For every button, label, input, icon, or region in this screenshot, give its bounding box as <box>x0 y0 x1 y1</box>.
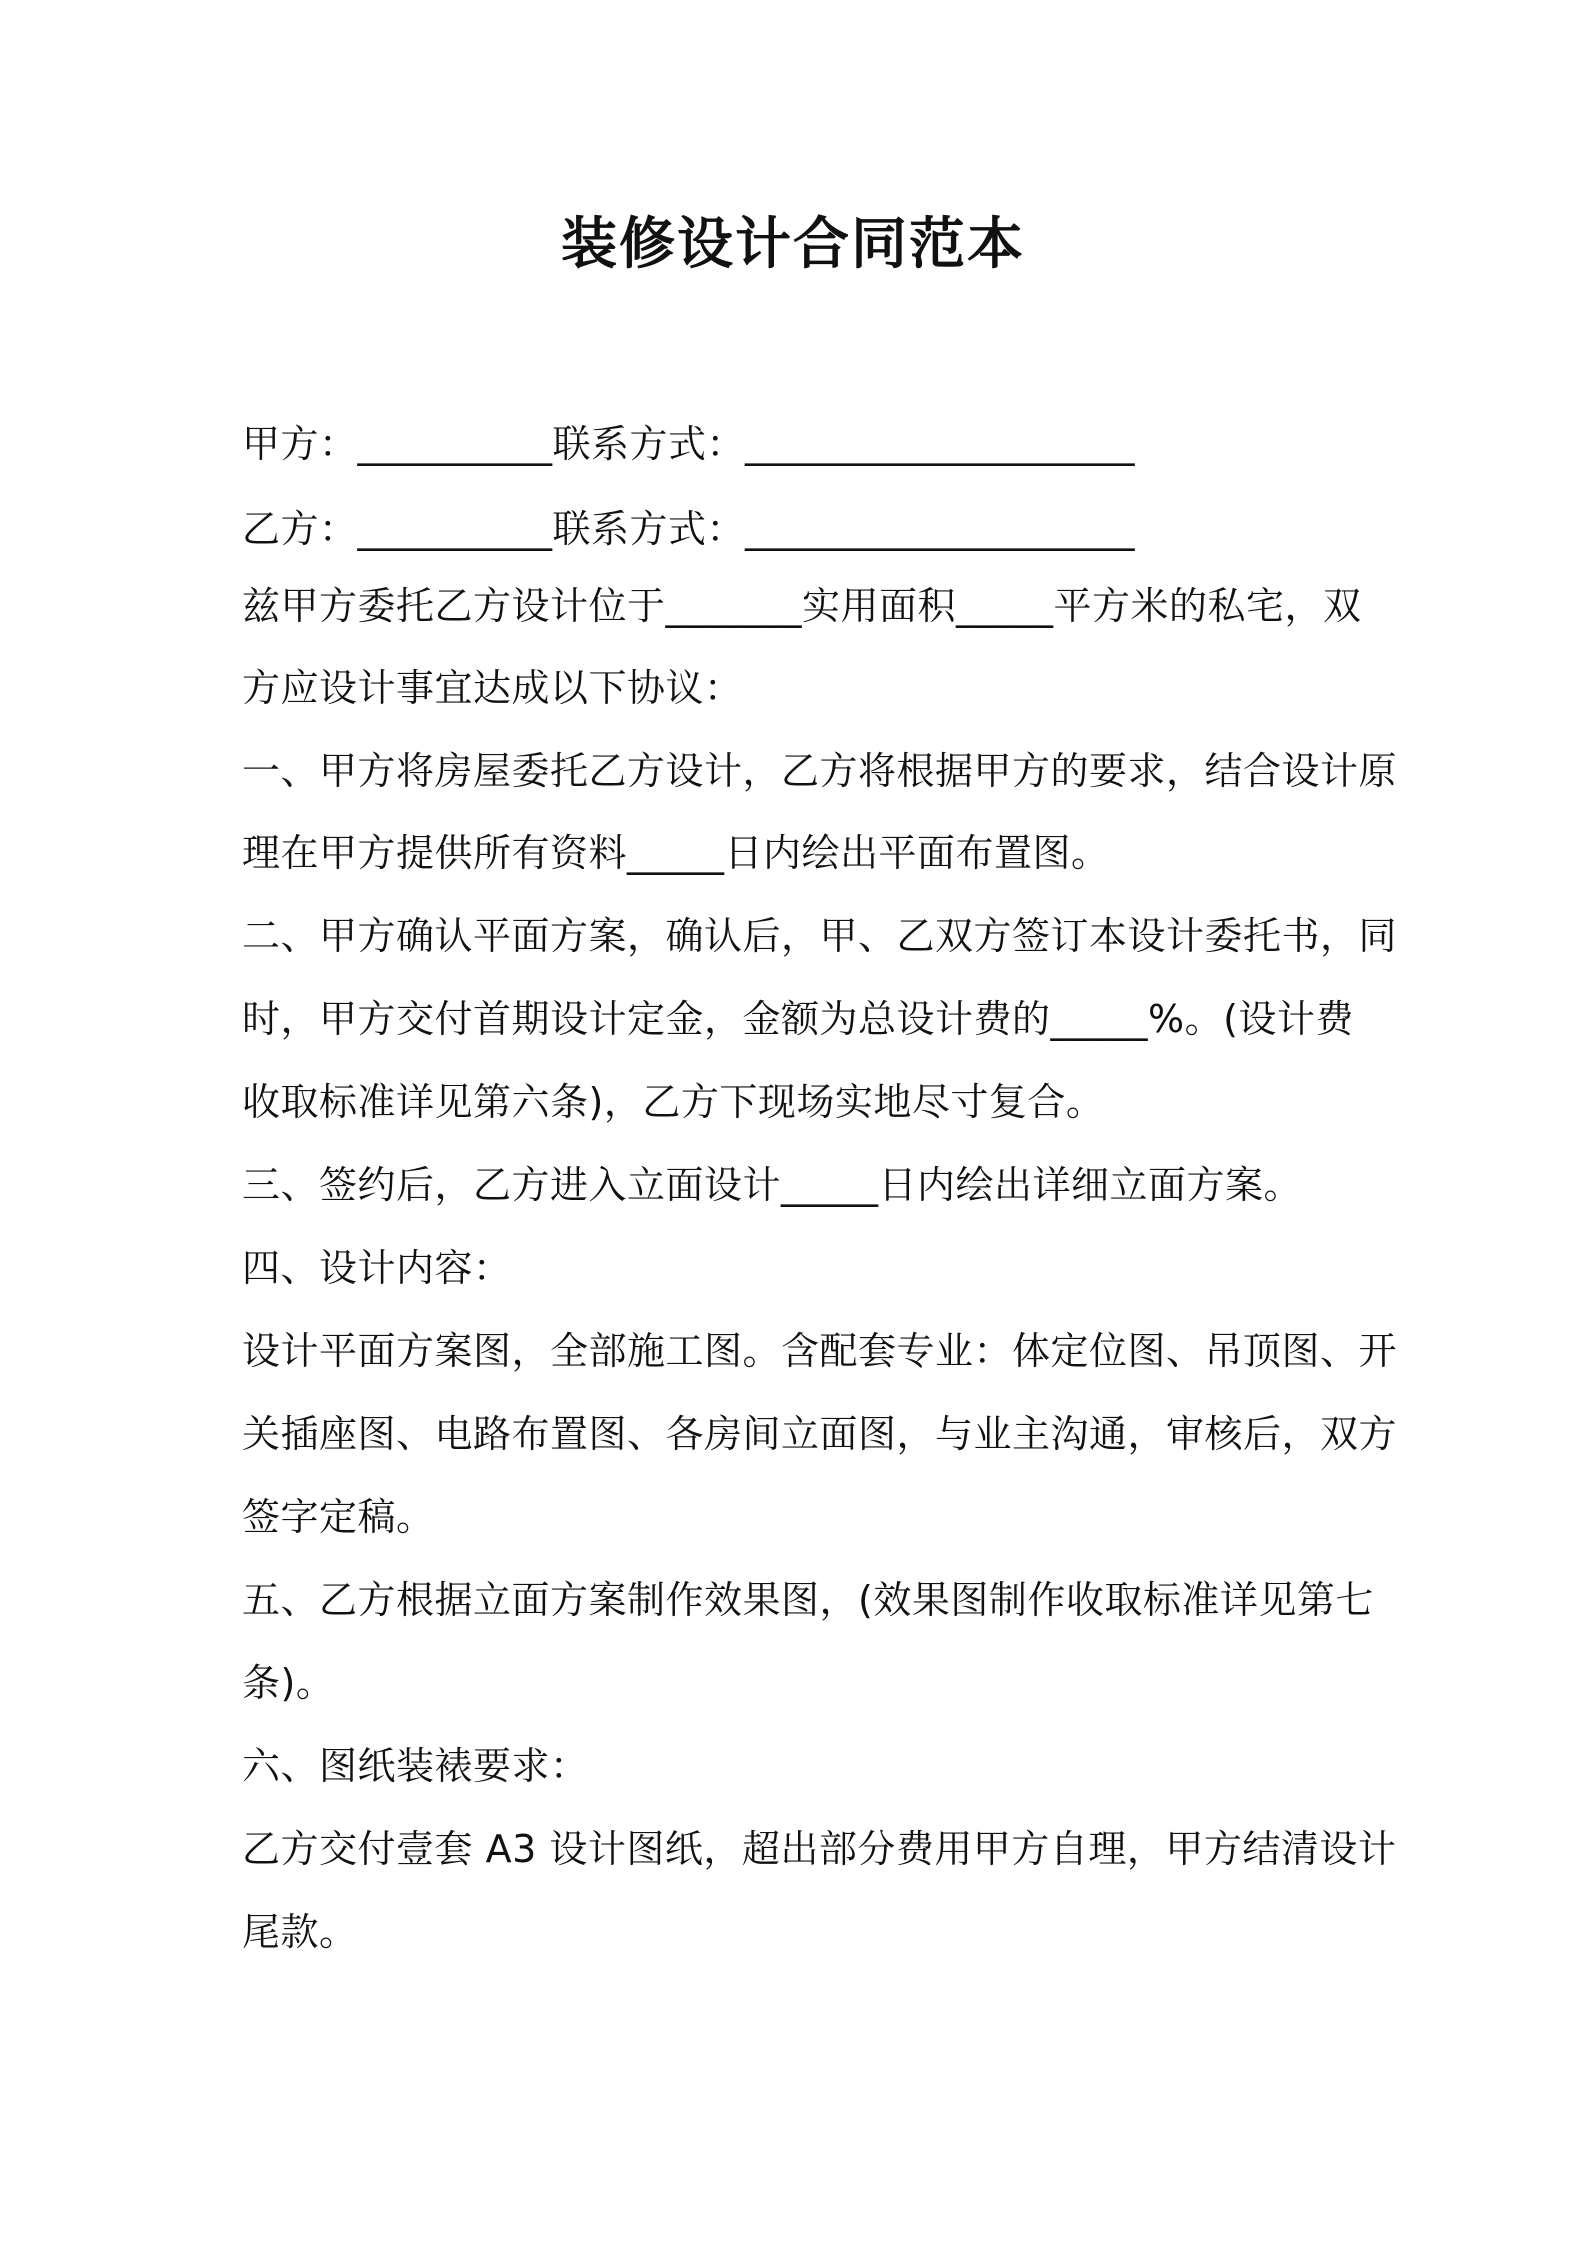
clause-4-line-3: 签字定稿。 <box>242 1495 435 1539</box>
party-a-line: 甲方：__________联系方式：____________________ <box>242 422 1136 466</box>
clause-2-line-1: 二、甲方确认平面方案，确认后，甲、乙双方签订本设计委托书，同 <box>242 914 1398 958</box>
clause-1-line-2: 理在甲方提供所有资料_____日内绘出平面布置图。 <box>242 831 1110 875</box>
intro-line-2: 方应设计事宜达成以下协议： <box>242 666 743 710</box>
intro-line-1: 兹甲方委托乙方设计位于_______实用面积_____平方米的私宅，双 <box>242 584 1362 628</box>
document-title: 装修设计合同范本 <box>561 212 1025 277</box>
clause-2-line-2: 时，甲方交付首期设计定金，金额为总设计费的_____%。(设计费 <box>242 997 1354 1041</box>
clause-6-heading: 六、图纸装裱要求： <box>242 1744 589 1788</box>
clause-6-line-2: 尾款。 <box>242 1910 358 1954</box>
clause-2-line-3: 收取标准详见第六条)，乙方下现场实地尽寸复合。 <box>242 1080 1105 1124</box>
clause-5-line-1: 五、乙方根据立面方案制作效果图，(效果图制作收取标准详见第七 <box>242 1578 1374 1622</box>
clause-3-line: 三、签约后，乙方进入立面设计_____日内绘出详细立面方案。 <box>242 1163 1303 1207</box>
clause-5-line-2: 条)。 <box>242 1661 335 1705</box>
clause-4-heading: 四、设计内容： <box>242 1246 512 1290</box>
party-b-line: 乙方：__________联系方式：____________________ <box>242 507 1136 551</box>
clause-6-line-1: 乙方交付壹套 A3 设计图纸，超出部分费用甲方自理，甲方结清设计 <box>242 1827 1397 1871</box>
clause-4-line-2: 关插座图、电路布置图、各房间立面图，与业主沟通，审核后，双方 <box>242 1412 1398 1456</box>
clause-4-line-1: 设计平面方案图，全部施工图。含配套专业：体定位图、吊顶图、开 <box>242 1329 1398 1373</box>
clause-1-line-1: 一、甲方将房屋委托乙方设计，乙方将根据甲方的要求，结合设计原 <box>242 749 1398 793</box>
